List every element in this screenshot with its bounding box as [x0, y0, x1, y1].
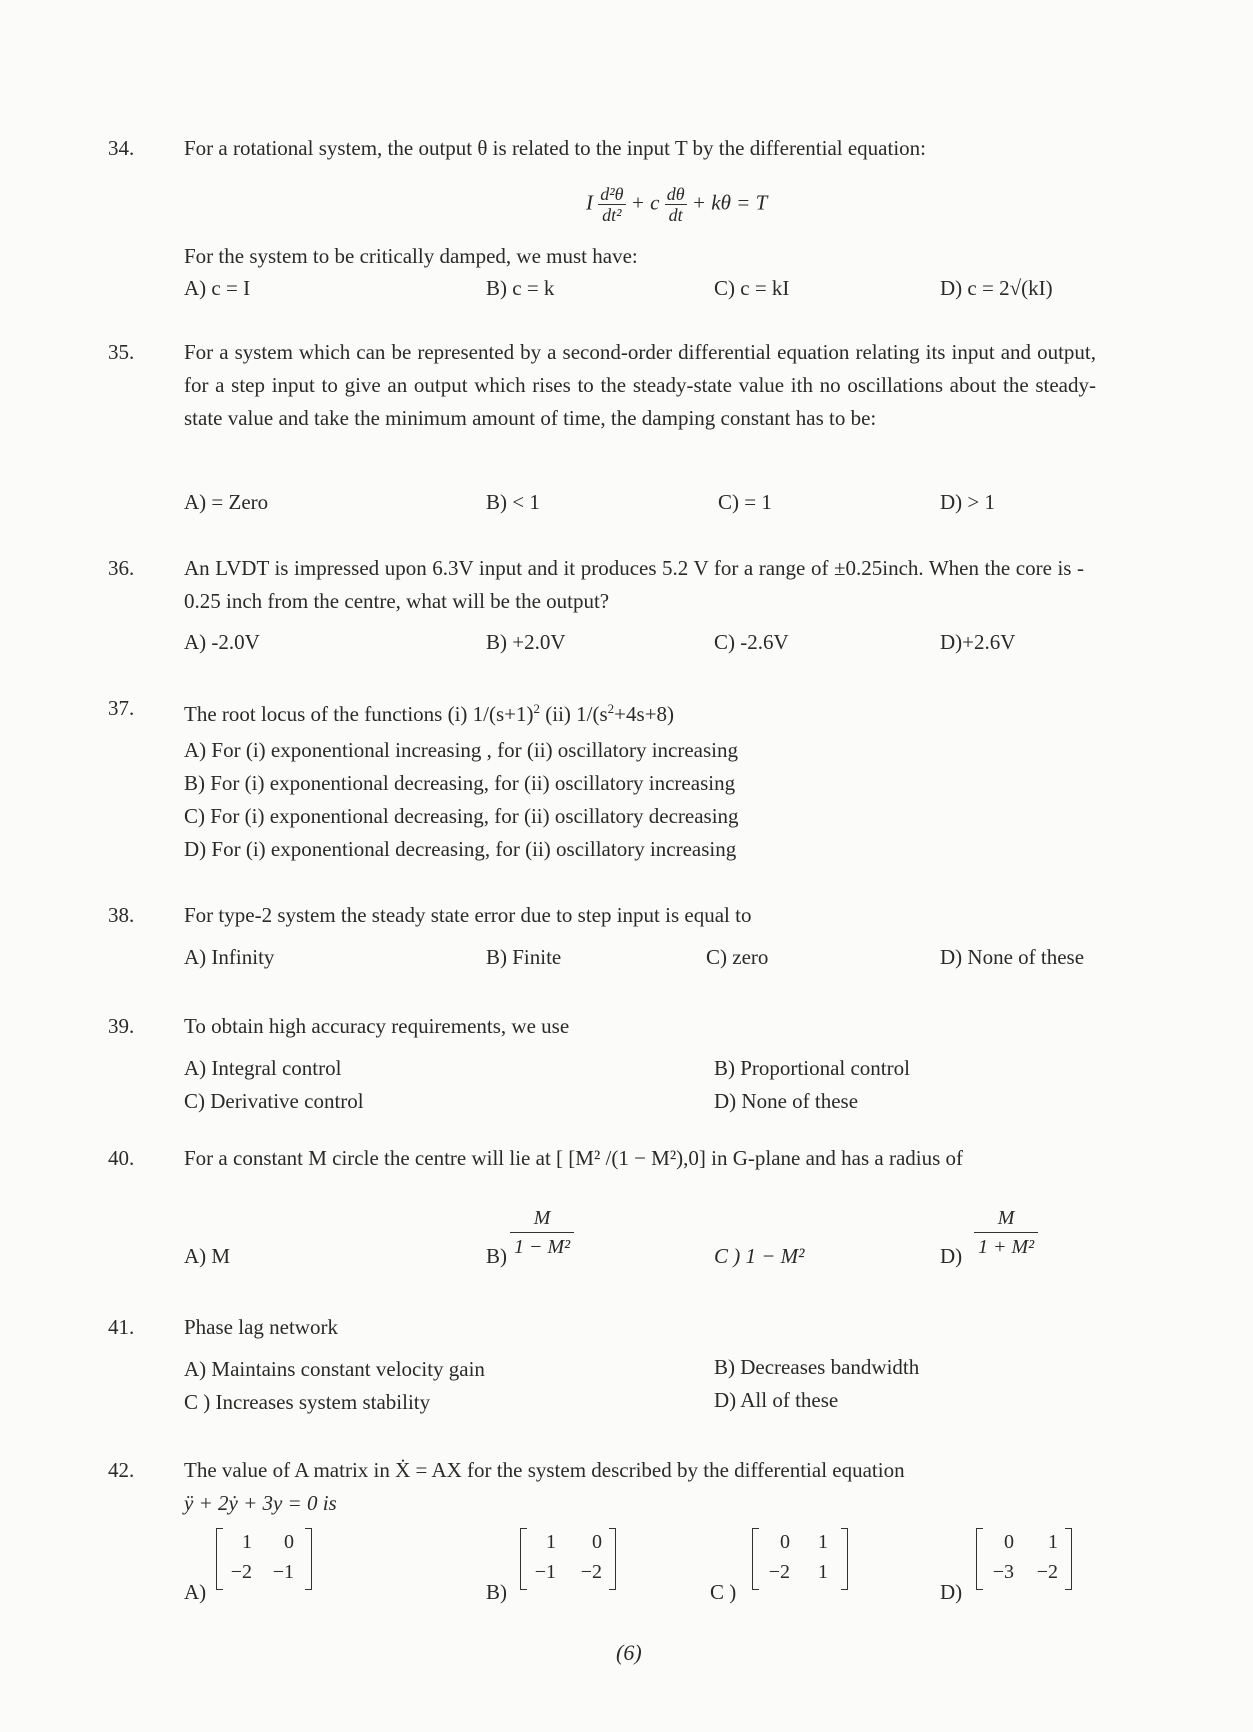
superscript-2: 2 [607, 701, 615, 716]
option-c: C) For (i) exponentional decreasing, for (ii) oscillatory decreasing [184, 804, 739, 828]
question-number: 39. [108, 1014, 135, 1038]
question-number: 34. [108, 136, 135, 160]
option-c: C) = 1 [718, 490, 772, 514]
option-b: B) c = k [486, 276, 555, 300]
matrix-cell: −2 [768, 1561, 790, 1583]
option-d: D) All of these [714, 1388, 839, 1412]
option-b: B) Proportional control [714, 1056, 910, 1080]
right-bracket [609, 1528, 616, 1590]
question-text [184, 692, 674, 731]
question-text: Phase lag network [184, 1315, 338, 1339]
option-b-fraction [510, 1204, 574, 1261]
option-a: A) Maintains constant velocity gain [184, 1357, 485, 1381]
question-number: 41. [108, 1315, 135, 1339]
question-text: To obtain high accuracy requirements, we use [184, 1014, 570, 1038]
eq-fraction-1 [598, 184, 625, 225]
question-text: An LVDT is impressed upon 6.3V input and it produces 5.2 V for a range of ±0.25inch. When the core is - 0.25 inch from the centre, what will be the output? [184, 556, 1084, 613]
right-bracket [305, 1528, 312, 1590]
option-c-matrix [752, 1528, 848, 1590]
option-b: B) +2.0V [486, 630, 566, 654]
option-d: D)+2.6V [940, 630, 1016, 654]
option-a: A) For (i) exponentional increasing , for (ii) oscillatory increasing [184, 738, 738, 762]
option-a: A) Infinity [184, 945, 275, 969]
question-number: 42. [108, 1458, 135, 1482]
option-a-matrix [216, 1528, 312, 1590]
eq-term-I: I [586, 190, 593, 215]
option-b: B) < 1 [486, 490, 540, 514]
eq-frac2-num: dθ [666, 184, 685, 204]
option-b: B) Decreases bandwidth [714, 1355, 920, 1379]
option-d-denominator: 1 + M² [978, 1236, 1035, 1258]
right-bracket [841, 1528, 848, 1590]
matrix-cell: −3 [992, 1561, 1014, 1583]
eq-frac1-den: dt² [602, 205, 622, 225]
matrix-cell: 1 [818, 1531, 828, 1553]
question-number: 40. [108, 1146, 135, 1170]
question-text: The value of A matrix in Ẋ = AX for the system described by the differential equation [184, 1458, 905, 1482]
matrix-cell: −1 [534, 1561, 556, 1583]
question-number: 35. [108, 340, 135, 364]
matrix-cell: 0 [592, 1531, 602, 1553]
option-a: A) M [184, 1244, 231, 1268]
matrix-cell: 1 [242, 1531, 252, 1553]
option-c: C) -2.6V [714, 630, 789, 654]
option-b-denominator: 1 − M² [514, 1236, 571, 1258]
question-text: For a system which can be represented by a second-order differential equation relating its input and output, for a step input to give an output which rises to the steady-state value ith no oscillations about the steady-state value and take the minimum amount of time, the damping constant has to be: [184, 340, 1096, 430]
option-a: A) c = I [184, 276, 251, 300]
option-b-matrix [520, 1528, 616, 1590]
option-d: D) None of these [940, 945, 1085, 969]
option-b-numerator: M [510, 1204, 574, 1233]
root-locus-text-b: (ii) 1/(s [540, 702, 608, 726]
option-a-label: A) [184, 1580, 207, 1604]
right-bracket [1065, 1528, 1072, 1590]
option-c: C) c = kI [714, 276, 790, 300]
option-b: B) Finite [486, 945, 562, 969]
eq-frac1-num: d²θ [600, 184, 624, 204]
question-text: For a rotational system, the output θ is related to the input T by the differential equation: [184, 136, 926, 160]
question-number: 36. [108, 556, 135, 580]
superscript-1: 2 [533, 701, 541, 716]
option-d-label: D) [940, 1580, 963, 1604]
matrix-cell: 0 [284, 1531, 294, 1553]
matrix-cell: −2 [230, 1561, 252, 1583]
question-number: 38. [108, 903, 135, 927]
option-c: C ) 1 − M² [714, 1244, 805, 1268]
option-d: D) None of these [714, 1089, 859, 1113]
option-d-label: D) [940, 1244, 963, 1268]
option-d: D) > 1 [940, 490, 996, 514]
question-text: For type-2 system the steady state error due to step input is equal to [184, 903, 752, 927]
option-d-fraction [974, 1204, 1038, 1261]
option-c: C) zero [706, 945, 769, 969]
page-number: (6) [616, 1640, 642, 1665]
option-d: D) c = 2√(kI) [940, 276, 1053, 300]
option-d: D) For (i) exponentional decreasing, for (ii) oscillatory increasing [184, 837, 737, 861]
eq-term-rest: + kθ = T [691, 190, 768, 215]
question-number: 37. [108, 696, 135, 720]
matrix-cell: 1 [818, 1561, 828, 1583]
option-a: A) = Zero [184, 490, 269, 514]
eq-term-c: + c [630, 190, 660, 215]
matrix-cell: 0 [780, 1531, 790, 1553]
option-a: A) Integral control [184, 1056, 342, 1080]
matrix-cell: 1 [1048, 1531, 1058, 1553]
matrix-cell: 1 [546, 1531, 556, 1553]
matrix-cell: −1 [272, 1561, 294, 1583]
matrix-cell: 0 [1004, 1531, 1014, 1553]
option-b: B) For (i) exponentional decreasing, for (ii) oscillatory increasing [184, 771, 736, 795]
option-b-label: B) [486, 1244, 507, 1268]
option-c-label: C ) [710, 1580, 737, 1604]
eq-fraction-2 [665, 184, 687, 225]
option-c: C) Derivative control [184, 1089, 364, 1113]
option-d-matrix [976, 1528, 1072, 1590]
option-c: C ) Increases system stability [184, 1390, 431, 1414]
root-locus-text-c: +4s+8) [614, 702, 675, 726]
question-text-2: For the system to be critically damped, we must have: [184, 244, 638, 268]
option-b-label: B) [486, 1580, 507, 1604]
differential-equation [586, 184, 767, 225]
matrix-cell: −2 [1036, 1561, 1058, 1583]
option-d-numerator: M [974, 1204, 1038, 1233]
root-locus-text-a: The root locus of the functions (i) 1/(s+1) [184, 702, 534, 726]
eq-frac2-den: dt [668, 205, 683, 225]
option-a: A) -2.0V [184, 630, 260, 654]
question-equation: ÿ + 2ẏ + 3y = 0 is [184, 1491, 337, 1515]
question-text: For a constant M circle the centre will lie at [ [M² /(1 − M²),0] in G-plane and has a radius of [184, 1146, 964, 1170]
matrix-cell: −2 [580, 1561, 602, 1583]
